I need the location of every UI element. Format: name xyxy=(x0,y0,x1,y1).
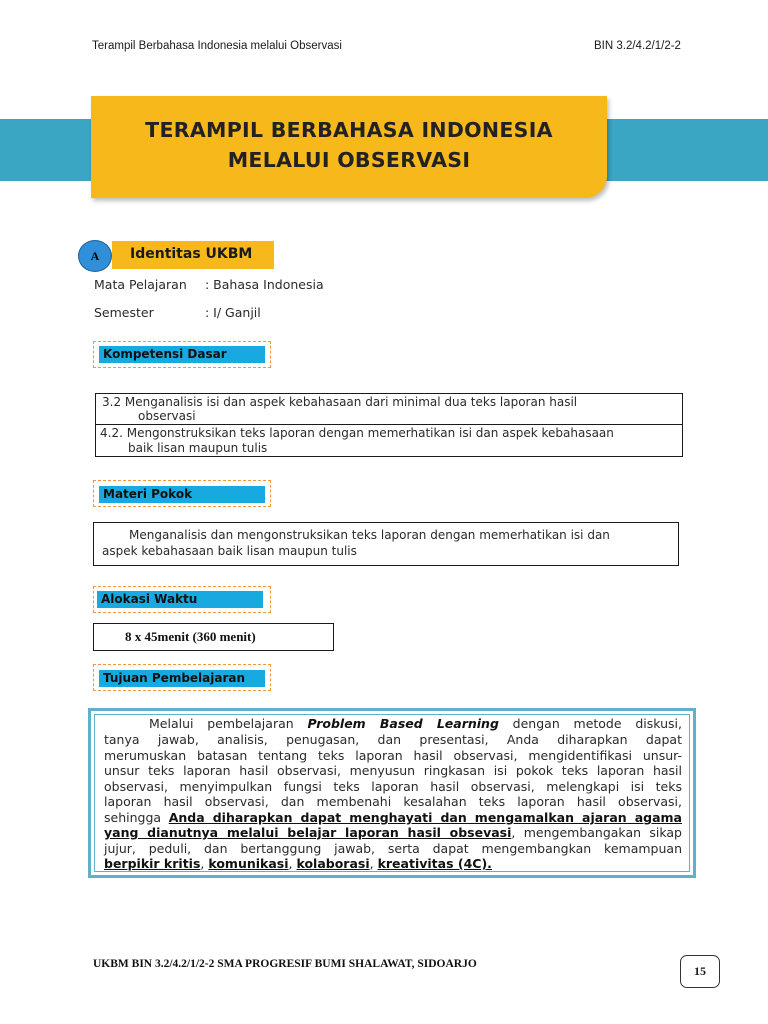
kd2-line1: 4.2. Mengonstruksikan teks laporan dengan memerhatikan isi dan aspek kebahasaan xyxy=(100,426,614,440)
kd-heading: Kompetensi Dasar xyxy=(99,346,265,363)
title-band-left xyxy=(0,119,100,181)
tujuan-line: jujur, peduli, dan bertanggung jawab, serta dapat mengembangkan kemampuan xyxy=(104,841,682,856)
pbl-emphasis: Problem Based Learning xyxy=(307,716,499,731)
skill-4c-critical: berpikir kritis xyxy=(104,856,201,871)
skill-4c-creativity: kreativitas (4C). xyxy=(377,856,492,871)
semester-label: Semester xyxy=(94,305,154,320)
tujuan-heading: Tujuan Pembelajaran xyxy=(99,670,265,687)
materi-line1: Menganalisis dan mengonstruksikan teks laporan dengan memerhatikan isi dan xyxy=(129,528,610,542)
tujuan-line: observasi, menyimpulkan fungsi teks laporan hasil observasi, melengkapi isi teks xyxy=(104,779,682,794)
subject-label: Mata Pelajaran xyxy=(94,277,187,292)
page-footer: UKBM BIN 3.2/4.2/1/2-2 SMA PROGRESIF BUMI SHALAWAT, SIDOARJO xyxy=(93,958,477,970)
page-title-line2: MELALUI OBSERVASI xyxy=(227,148,471,172)
alokasi-value: 8 x 45menit (360 menit) xyxy=(93,623,334,651)
running-header-title: Terampil Berbahasa Indonesia melalui Observasi xyxy=(92,40,342,52)
page-number: 15 xyxy=(680,955,720,988)
kd-table xyxy=(95,393,683,457)
tujuan-line: berpikir kritis, komunikasi, kolaborasi, kreativitas (4C). xyxy=(104,856,492,871)
skill-4c-collaboration: kolaborasi xyxy=(296,856,370,871)
title-band-right xyxy=(600,119,768,181)
spiritual-goal-emphasis-cont: yang dianutnya melalui belajar laporan hasil obsevasi xyxy=(104,825,512,840)
alokasi-heading: Alokasi Waktu xyxy=(97,591,263,608)
kd1-line2: observasi xyxy=(138,409,196,423)
skill-4c-communication: komunikasi xyxy=(208,856,289,871)
materi-line2: aspek kebahasaan baik lisan maupun tulis xyxy=(102,544,357,558)
tujuan-line: unsur teks laporan hasil observasi, menyusun ringkasan isi pokok teks laporan hasil xyxy=(104,763,682,778)
semester-value: : I/ Ganjil xyxy=(205,305,261,320)
running-header-code: BIN 3.2/4.2/1/2-2 xyxy=(594,40,681,52)
page-title-line1: TERAMPIL BERBAHASA INDONESIA xyxy=(145,118,553,142)
tujuan-line: tanya jawab, analisis, penugasan, dan presentasi, Anda diharapkan dapat xyxy=(104,732,682,747)
title-banner xyxy=(91,96,607,198)
kd-divider xyxy=(96,424,682,425)
tujuan-line: merumuskan batasan tentang teks laporan hasil observasi, mengidentifikasi unsur- xyxy=(104,748,682,763)
kd2-line2: baik lisan maupun tulis xyxy=(128,441,268,455)
tujuan-line: sehingga Anda diharapkan dapat menghayati dan mengamalkan ajaran agama xyxy=(104,810,682,825)
tujuan-line: Melalui pembelajaran Problem Based Learning dengan metode diskusi, xyxy=(149,716,682,731)
subject-value: : Bahasa Indonesia xyxy=(205,277,324,292)
section-a-heading: Identitas UKBM xyxy=(112,241,274,269)
tujuan-line: laporan hasil observasi, dan membenahi kesalahan teks laporan hasil observasi, xyxy=(104,794,682,809)
tujuan-line: yang dianutnya melalui belajar laporan hasil obsevasi, mengembangakan sikap xyxy=(104,825,682,840)
spiritual-goal-emphasis: Anda diharapkan dapat menghayati dan mengamalkan ajaran agama xyxy=(168,810,682,825)
materi-box xyxy=(93,522,679,566)
section-a-badge: A xyxy=(78,240,112,272)
materi-heading: Materi Pokok xyxy=(99,486,265,503)
kd1-line1: 3.2 Menganalisis isi dan aspek kebahasaan dari minimal dua teks laporan hasil xyxy=(102,395,578,409)
